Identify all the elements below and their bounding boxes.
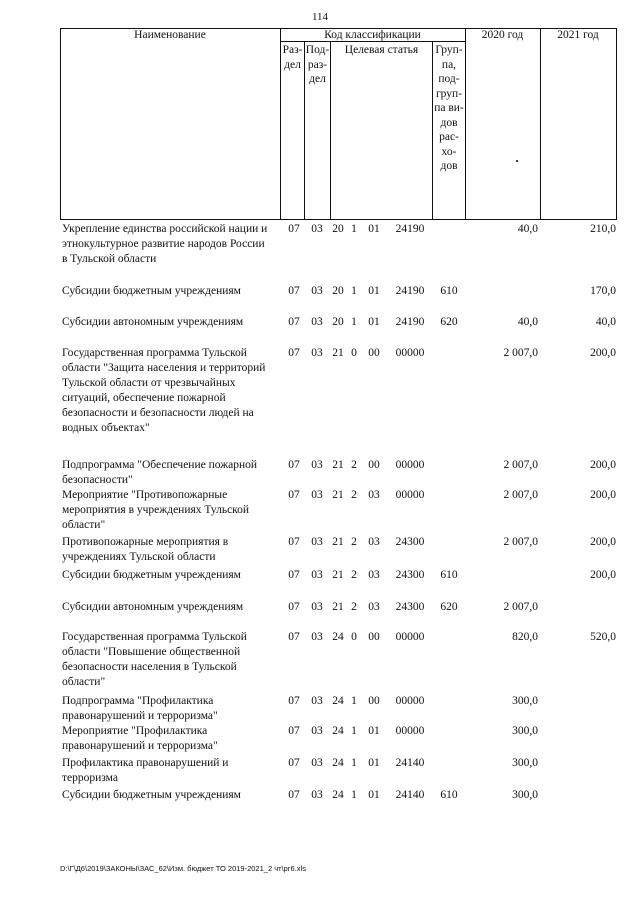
razdel-code: 07 [288, 459, 300, 471]
target-direction-code: 24140 [395, 789, 425, 801]
podrazdel-code: 03 [311, 459, 323, 471]
row-name: Государственная программа Тульской области "Защита населения и территорий Тульской области от чрезвычайных ситуаций, обеспечение пожарной безопасности и безопасности людей на водных объектах" [62, 347, 266, 434]
target-event-code: 03 [368, 569, 380, 581]
row-name: Субсидии бюджетным учреждениям [62, 569, 241, 581]
razdel-code: 07 [288, 316, 300, 328]
target-program-code: 24 [332, 695, 344, 707]
target-program-code: 24 [332, 725, 344, 737]
target-event-code: 01 [368, 757, 380, 769]
target-program-code: 21 [332, 601, 344, 613]
row-name: Субсидии автономным учреждениям [62, 316, 244, 328]
header-vid: Груп- па, под- груп- па ви- дов рас- хо- дов [434, 44, 464, 172]
podrazdel-code: 03 [311, 601, 323, 613]
target-subprogram-code: 0 [351, 631, 357, 643]
razdel-code: 07 [288, 725, 300, 737]
target-program-code: 21 [332, 459, 344, 471]
target-direction-code: 00000 [395, 695, 425, 707]
row-name: Мероприятие "Профилактика правонарушений и терроризма" [62, 725, 218, 752]
header-target: Целевая статья [344, 44, 419, 56]
razdel-code: 07 [288, 536, 300, 548]
target-program-code: 21 [332, 536, 344, 548]
podrazdel-code: 03 [311, 631, 323, 643]
header-name: Наименование [134, 29, 206, 41]
target-subprogram-code: 2 [351, 489, 357, 501]
amount-2020: 300,0 [512, 789, 538, 801]
target-subprogram-code: 0 [351, 347, 357, 359]
amount-2020: 820,0 [512, 631, 538, 643]
target-event-code: 01 [368, 285, 380, 297]
podrazdel-code: 03 [311, 757, 323, 769]
target-direction-code: 00000 [395, 347, 425, 359]
target-event-code: 03 [368, 536, 380, 548]
amount-2021: 200,0 [590, 569, 616, 581]
razdel-code: 07 [288, 489, 300, 501]
header-razdel: Раз- дел [282, 44, 303, 71]
amount-2020: 40,0 [517, 316, 538, 328]
target-program-code: 21 [332, 569, 344, 581]
row-name: Субсидии бюджетным учреждениям [62, 789, 241, 801]
table-header [0, 0, 640, 220]
podrazdel-code: 03 [311, 316, 323, 328]
expense-type-code: 610 [440, 285, 458, 297]
razdel-code: 07 [288, 569, 300, 581]
razdel-code: 07 [288, 285, 300, 297]
razdel-code: 07 [288, 631, 300, 643]
expense-type-code: 620 [440, 601, 458, 613]
amount-2020: 2 007,0 [503, 347, 538, 359]
amount-2020: 300,0 [512, 725, 538, 737]
target-direction-code: 00000 [395, 725, 425, 737]
podrazdel-code: 03 [311, 536, 323, 548]
target-subprogram-code: 1 [351, 316, 357, 328]
page-number: 114 [311, 11, 329, 23]
target-event-code: 01 [368, 789, 380, 801]
target-program-code: 21 [332, 347, 344, 359]
row-name: Подпрограмма "Профилактика правонарушений и терроризма" [62, 695, 218, 722]
header-year-2021: 2021 год [557, 29, 599, 41]
target-subprogram-code: 1 [351, 223, 357, 235]
target-program-code: 20 [332, 316, 344, 328]
target-direction-code: 00000 [395, 459, 425, 471]
expense-type-code: 610 [440, 569, 458, 581]
amount-2020: 300,0 [512, 695, 538, 707]
target-event-code: 01 [368, 316, 380, 328]
target-program-code: 20 [332, 223, 344, 235]
target-subprogram-code: 2 [351, 569, 357, 581]
target-event-code: 03 [368, 601, 380, 613]
target-event-code: 03 [368, 489, 380, 501]
razdel-code: 07 [288, 601, 300, 613]
podrazdel-code: 03 [311, 569, 323, 581]
row-name: Субсидии автономным учреждениям [62, 601, 244, 613]
header-year-2020: 2020 год [481, 29, 524, 41]
target-program-code: 21 [332, 489, 344, 501]
amount-2021: 40,0 [595, 316, 616, 328]
target-direction-code: 24300 [395, 569, 425, 581]
target-program-code: 24 [332, 789, 344, 801]
header-podrazdel: Под- раз- дел [305, 44, 330, 85]
row-name: Мероприятие "Противопожарные мероприятия в учреждениях Тульской области" [62, 489, 250, 531]
razdel-code: 07 [288, 223, 300, 235]
row-name: Профилактика правонарушений и терроризма [62, 757, 229, 784]
amount-2021: 520,0 [590, 631, 616, 643]
target-subprogram-code: 1 [351, 725, 357, 737]
target-direction-code: 24190 [395, 285, 425, 297]
amount-2020: 2 007,0 [503, 489, 538, 501]
amount-2021: 200,0 [590, 536, 616, 548]
amount-2020: 2 007,0 [503, 459, 538, 471]
target-program-code: 20 [332, 285, 344, 297]
target-subprogram-code: 1 [351, 757, 357, 769]
razdel-code: 07 [288, 695, 300, 707]
expense-type-code: 610 [440, 789, 458, 801]
row-name: Подпрограмма "Обеспечение пожарной безопасности" [62, 459, 258, 486]
target-subprogram-code: 1 [351, 695, 357, 707]
amount-2021: 200,0 [590, 489, 616, 501]
target-direction-code: 00000 [395, 489, 425, 501]
amount-2021: 170,0 [590, 285, 616, 297]
target-event-code: 01 [368, 223, 380, 235]
amount-2020: 2 007,0 [503, 536, 538, 548]
amount-2021: 200,0 [590, 459, 616, 471]
razdel-code: 07 [288, 347, 300, 359]
razdel-code: 07 [288, 789, 300, 801]
target-event-code: 00 [368, 695, 380, 707]
expense-type-code: 620 [440, 316, 458, 328]
amount-2020: 40,0 [517, 223, 538, 235]
podrazdel-code: 03 [311, 347, 323, 359]
amount-2020: 300,0 [512, 757, 538, 769]
target-direction-code: 00000 [395, 631, 425, 643]
target-subprogram-code: 1 [351, 789, 357, 801]
target-program-code: 24 [332, 757, 344, 769]
target-event-code: 00 [368, 631, 380, 643]
header-code-group: Код классификации [324, 29, 421, 41]
row-name: Противопожарные мероприятия в учреждениях Тульской области [62, 536, 229, 563]
podrazdel-code: 03 [311, 223, 323, 235]
target-subprogram-code: 2 [351, 601, 357, 613]
amount-2021: 200,0 [590, 347, 616, 359]
target-direction-code: 24190 [395, 223, 425, 235]
podrazdel-code: 03 [311, 695, 323, 707]
target-subprogram-code: 2 [351, 536, 357, 548]
target-event-code: 01 [368, 725, 380, 737]
target-direction-code: 24300 [395, 601, 425, 613]
target-event-code: 00 [368, 347, 380, 359]
target-subprogram-code: 2 [351, 459, 357, 471]
podrazdel-code: 03 [311, 489, 323, 501]
target-program-code: 24 [332, 631, 344, 643]
amount-2021: 210,0 [590, 223, 616, 235]
row-name: Государственная программа Тульской области "Повышение общественной безопасности населения в Тульской области" [62, 631, 247, 688]
target-subprogram-code: 1 [351, 285, 357, 297]
scan-dot [516, 160, 518, 162]
target-direction-code: 24140 [395, 757, 425, 769]
row-name: Субсидии бюджетным учреждениям [62, 285, 241, 297]
row-name: Укрепление единства российской нации и этнокультурное развитие народов России в Тульской области [62, 223, 268, 265]
target-direction-code: 24190 [395, 316, 425, 328]
razdel-code: 07 [288, 757, 300, 769]
podrazdel-code: 03 [311, 285, 323, 297]
podrazdel-code: 03 [311, 725, 323, 737]
target-event-code: 00 [368, 459, 380, 471]
target-direction-code: 24300 [395, 536, 425, 548]
amount-2020: 2 007,0 [503, 601, 538, 613]
file-path-footer: D:\Г\Д6\2019\ЗАКОНЫ\ЗАС_62\Изм. бюджет ТО 2019-2021_2 чт\рг6.xls [60, 864, 306, 873]
podrazdel-code: 03 [311, 789, 323, 801]
